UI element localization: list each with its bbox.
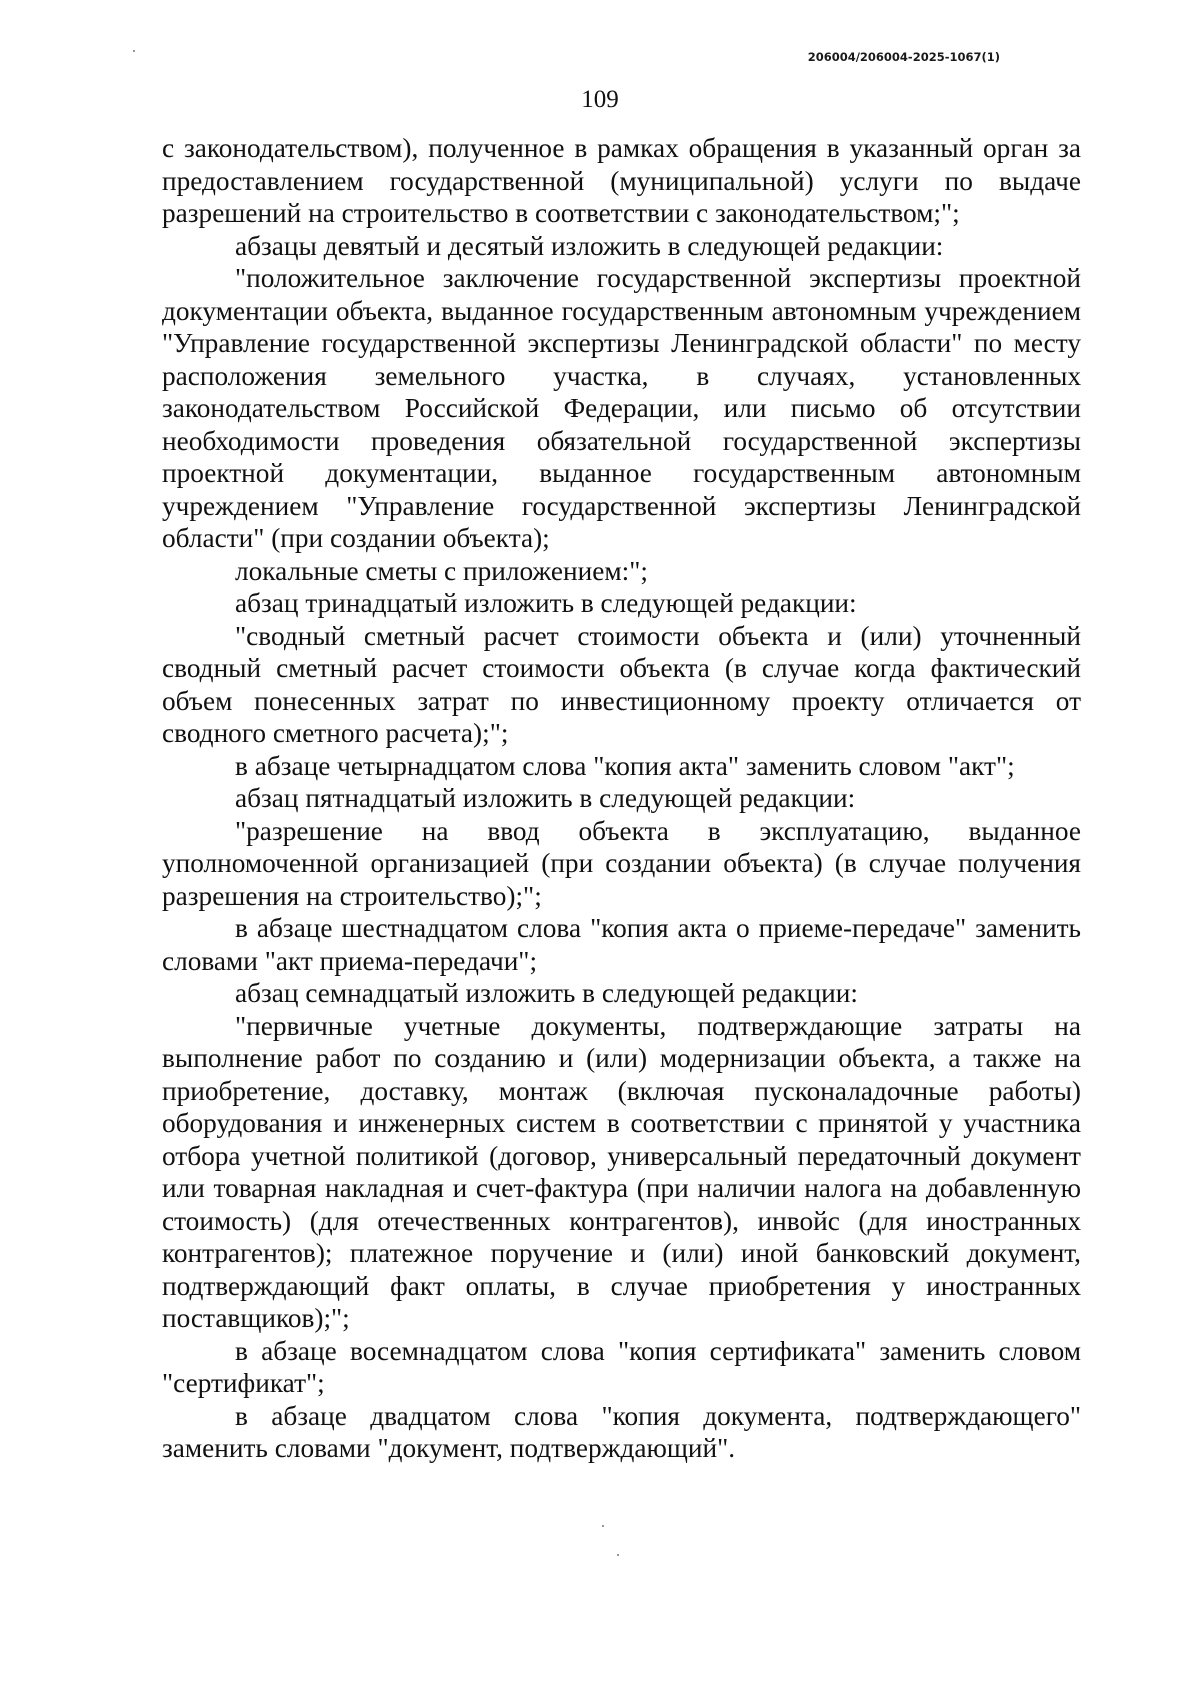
paragraph: в абзаце шестнадцатом слова "копия акта о приеме-передаче" заменить словами "акт приема-передачи"; [162,913,1081,976]
paragraph: в абзаце двадцатом слова "копия документа, подтверждающего" заменить словами "документ, подтверждающий". [162,1400,1081,1463]
paragraph: абзац пятнадцатый изложить в следующей редакции: [235,783,856,813]
paragraph: абзацы девятый и десятый изложить в следующей редакции: [235,230,944,261]
scan-speck [617,1554,619,1556]
scan-speck [602,1525,604,1527]
document-body [162,132,1081,1465]
paragraph: в абзаце восемнадцатом слова "копия сертификата" заменить словом "сертификат"; [162,1335,1081,1398]
paragraph: абзац семнадцатый изложить в следующей редакции: [235,978,858,1008]
paragraph: локальные сметы с приложением:"; [235,555,648,586]
paragraph: "разрешение на ввод объекта в эксплуатацию, выданное уполномоченной организацией (при создании объекта) (в случае получения разрешения на строительство);"; [162,815,1081,911]
scan-speck [133,50,135,52]
paragraph: "первичные учетные документы, подтверждающие затраты на выполнение работ по созданию и (или) модернизации объекта, а также на приобретение, доставку, монтаж (включая пусконаладочные работы) оборудования и инженерных систем в соответствии с принятой у участника отбора учетной политикой (договор, универсальный передаточный документ или товарная накладная и счет-фактура (при наличии налога на добавленную стоимость) (для отечественных контрагентов), инвойс (для иностранных контрагентов); платежное поручение и (или) иной банковский документ, подтверждающий факт оплаты, в случае приобретения у иностранных поставщиков);"; [162,1010,1081,1333]
document-id: 206004/206004-2025-1067(1) [807,50,1000,64]
paragraph: с законодательством), полученное в рамках обращения в указанный орган за предоставлением государственной (муниципальной) услуги по выдаче разрешений на строительство в соответствии с законодательством;"; [162,133,1081,228]
paragraph: в абзаце четырнадцатом слова "копия акта" заменить словом "акт"; [235,750,1015,781]
paragraph: абзац тринадцатый изложить в следующей редакции: [235,588,857,618]
page-number: 109 [581,86,619,113]
paragraph: "положительное заключение государственной экспертизы проектной документации объекта, выданное государственным автономным учреждением "Управление государственной экспертизы Ленинградской области" по месту расположения земельного участка, в случаях, установленных законодательством Российской Федерации, или письмо об отсутствии необходимости проведения обязательной государственной экспертизы проектной документации, выданное государственным автономным учреждением "Управление государственной экспертизы Ленинградской области" (при создании объекта); [162,263,1081,553]
paragraph: "сводный сметный расчет стоимости объекта и (или) уточненный сводный сметный расчет стоимости объекта (в случае когда фактический объем понесенных затрат по инвестиционному проекту отличается от сводного сметного расчета);"; [162,620,1081,748]
